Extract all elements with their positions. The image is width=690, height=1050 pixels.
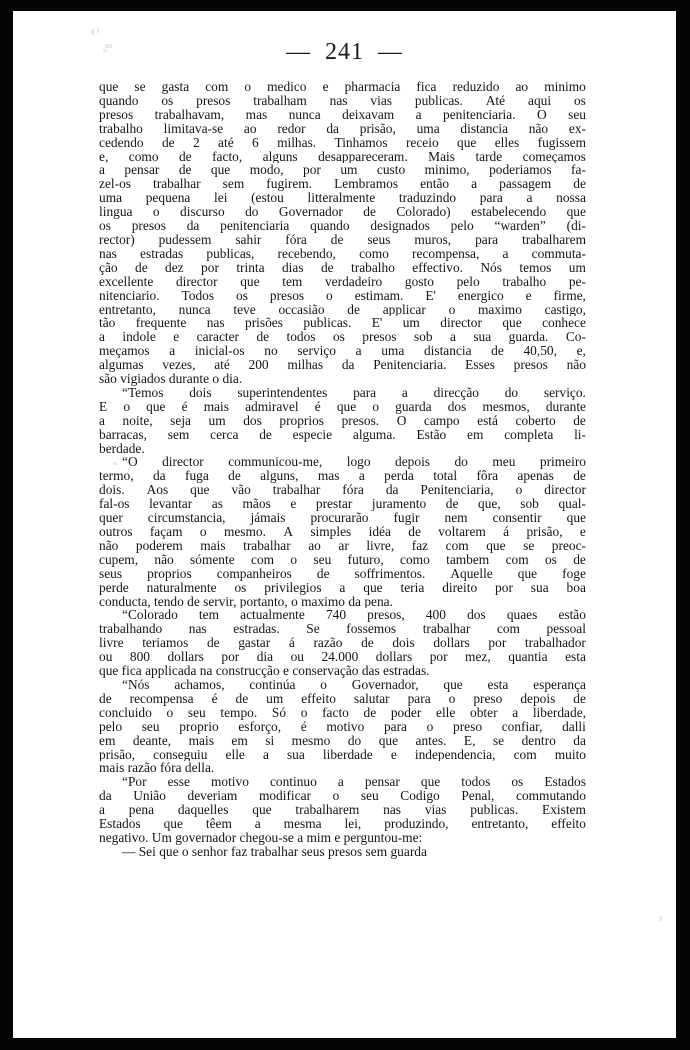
paragraph <box>99 386 586 456</box>
scan-speck <box>91 29 94 35</box>
text-line: a pena daquelles que trabalharem nas vias publicas. Existem <box>99 803 586 818</box>
page-body-text <box>99 80 586 859</box>
text-line: da União deveriam modificar o seu Codigo Penal, commutando <box>99 789 586 804</box>
text-line: lingua o discurso do Governador de Colorado) estabelecendo que <box>99 205 586 220</box>
text-line: “Temos dois superintendentes para a direcção do serviço. <box>122 385 586 400</box>
text-line: e, como de facto, alguns desappareceram. Mais tarde começamos <box>99 149 586 164</box>
text-line: que se gasta com o medico e pharmacia fica reduzido ao minimo <box>99 80 586 94</box>
text-line: outros façam o mesmo. A simples idéa de voltarem á prisão, e <box>99 525 586 539</box>
text-line: meçamos a inicial-os no serviço a uma distancia de 40,50, e, <box>99 344 586 359</box>
text-line: termo, da fuga de alguns, mas a perda total fôra apenas de <box>99 469 586 484</box>
text-line: excellente director que tem verdadeiro gosto pelo trabalho pe- <box>99 274 586 289</box>
text-line: trabalho limitava-se ao redor da prisão, uma distancia não ex- <box>99 121 586 136</box>
text-line: algumas vezes, até 200 milhas da Penitenciaria. Esses presos não <box>99 358 586 373</box>
text-line: quer circumstancia, jámais procurarão fugir nem consentir que <box>99 511 586 525</box>
text-line: trabalhando nas estradas. Se fossemos trabalhar com pessoal <box>99 622 586 637</box>
text-line: berdade. <box>99 441 145 456</box>
text-line: E o que é mais admiravel é que o guarda dos mesmos, durante <box>99 399 586 414</box>
text-line: ção de dez por trinta dias de trabalho effectivo. Nós temos um <box>99 260 586 275</box>
text-line: “Colorado tem actualmente 740 presos, 400 dos quaes estão <box>122 608 586 623</box>
text-line: conducta, tendo de servir, portanto, o maximo da pena. <box>99 594 393 609</box>
text-line: barracas, sem cerca de especie alguma. Estão em completa li- <box>99 427 586 442</box>
text-line: quando os presos trabalham nas vias publicas. Até aqui os <box>99 93 586 108</box>
paragraph <box>99 678 586 775</box>
text-line: mais razão fóra della. <box>99 761 215 776</box>
text-line: prisão, conseguiu elle a sua liberdade e independencia, com muito <box>99 747 586 762</box>
text-line: nas estradas publicas, recebendo, como recompensa, a commuta- <box>99 246 586 261</box>
paragraph <box>99 845 586 859</box>
text-line: ou 800 dollars por dia ou 24.000 dollars por mez, quantia esta <box>99 650 586 665</box>
text-line: “Por esse motivo continuo a pensar que todos os Estados <box>122 775 586 790</box>
text-line: — Sei que o senhor faz trabalhar seus presos sem guarda <box>122 844 427 859</box>
text-line: a pensar de que modo, por um custo minimo, poderiamos fa- <box>99 163 586 178</box>
paragraph <box>99 608 586 678</box>
text-line: a indole e caracter de todos os presos sob a sua guarda. Co- <box>99 330 586 345</box>
text-line: “O director communicou-me, logo depois do meu primeiro <box>122 455 586 470</box>
text-line: entretanto, nunca teve occasião de applicar o maximo castigo, <box>99 302 586 317</box>
text-line: “Nós achamos, continúa o Governador, que esta esperança <box>122 677 586 692</box>
text-line: fal-os levantar as mãos e prestar juramento de que, sob qual- <box>99 497 586 512</box>
text-line: os presos da penitenciaria quando designados pelo “warden” (di- <box>99 219 586 233</box>
text-line: zel-os trabalhar sem fugirem. Lembramos então a passagem de <box>99 177 586 192</box>
text-line: seus proprios companheiros de soffrimentos. Aquelle que foge <box>99 566 586 581</box>
text-line: Estados que têem a mesma lei, produzindo, entretanto, effeito <box>99 817 586 831</box>
text-line: de recompensa é de um effeito salutar para o preso depois de <box>99 691 586 706</box>
text-line: cupem, não sómente com o seu futuro, como tambem com os de <box>99 552 586 567</box>
text-line: em deante, mais em si mesmo do que antes. E, se dentro da <box>99 733 586 748</box>
paragraph <box>99 775 586 845</box>
text-line: presos trabalhavam, mas nunca deixavam a penitenciaria. O seu <box>99 107 586 122</box>
text-line: dois. Aos que vão trabalhar fóra da Penitenciaria, o director <box>99 483 586 498</box>
text-line: cedendo de 2 até 6 milhas. Tinhamos receio que elles fugissem <box>99 135 586 150</box>
text-line: uma pequena lei (estou litteralmente traduzindo para a nossa <box>99 191 586 206</box>
text-line: livre teriamos de gastar á razão de dois dollars por trabalhador <box>99 636 586 651</box>
text-line: a noite, seja um dos proprios presos. O campo está coberto de <box>99 413 586 428</box>
page-sheet <box>13 11 676 1038</box>
text-line: que fica applicada na construcção e conservação das estradas. <box>99 664 430 678</box>
text-line: nitenciario. Todos os presos o estimam. E' energico e firme, <box>99 288 586 303</box>
text-line: concluido o seu tempo. Só o facto de poder elle obter a liberdade, <box>99 705 586 720</box>
text-line: não poderem mais trabalhar ao ar livre, faz com que se preoc- <box>99 538 586 553</box>
text-line: negativo. Um governador chegou-se a mim e perguntou-me: <box>99 830 423 845</box>
scan-speck <box>659 916 662 921</box>
text-line: são vigiados durante o dia. <box>99 372 243 386</box>
paragraph <box>99 80 586 386</box>
page-number: — 241 — <box>286 39 403 65</box>
paragraph <box>99 455 586 608</box>
text-line: perde naturalmente os privilegios a que teria direito por sua boa <box>99 580 586 595</box>
scan-speck <box>97 28 99 33</box>
text-line: pelo seu proprio esforço, é motivo para o preso confiar, dalli <box>99 719 586 734</box>
text-line: tão frequente nas prisões publicas. E' um director que conhece <box>99 316 586 331</box>
text-line: rector) pudessem sahir fóra de seus muros, para trabalharem <box>99 232 586 247</box>
